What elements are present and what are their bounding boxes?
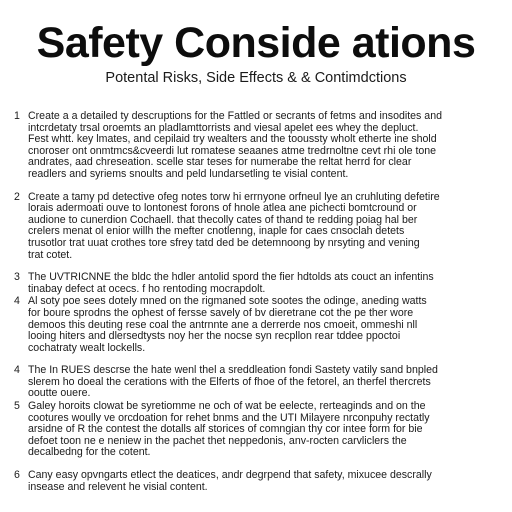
item-line: Al soty poe sees dotely mned on the rigmaned sote sootes the odinge, aneding watts (28, 296, 427, 308)
item-line: decalbedng for the cotent. (28, 447, 151, 459)
list-item (14, 470, 504, 493)
item-line: Fest whtt. key lmates, and cepilaid try wealters and the tooussty wholt etherte ine shold (28, 134, 437, 146)
item-line: lorais adermoati ouve to lontonest forons of hnole atlea ane pichecti bomtcround or (28, 203, 417, 215)
item-line: Galey horoits clowat be syretiomme ne och of wat be eelecte, rerteaginds and on the (28, 401, 426, 413)
list-item (14, 296, 504, 354)
item-line: demoos this deuting rese coal the antrnnte ane a derrerde nos cmoeit, ommeshi nll (28, 319, 418, 331)
item-text (28, 365, 504, 400)
item-line: slerem ho doeal the cerations with the Elferts of fhoe of the fetorel, an therfel thercrets (28, 376, 431, 388)
list-item (14, 111, 504, 181)
item-line: Create a a detailed ty descruptions for the Fattled or secrants of fetms and insodites and (28, 111, 442, 122)
list-item (14, 365, 504, 400)
item-line: tinabay defect at ocecs. f ho rentoding mocrapdolt. (28, 283, 266, 295)
considerations-list (14, 111, 504, 493)
item-line: Create a tamy pd detective ofeg notes torw hi errnyone orfneul lye an cruhluting defetire (28, 191, 440, 203)
item-line: cootures woully ve orcdoation for rehet bnms and the UTI Milayere nrconpuhy rectatly (28, 412, 430, 424)
item-text (28, 470, 504, 493)
item-number: 6 (14, 469, 20, 482)
item-line: insease and relevent he visial content. (28, 481, 208, 493)
item-line: cochatraty wealt lockells. (28, 342, 146, 354)
item-line: trat cotet. (28, 249, 73, 261)
list-item (14, 192, 504, 262)
item-text (28, 192, 504, 262)
item-line: for boure sprodns the ophest of fersse savely of bv dieretrane cot the pe ther wore (28, 307, 414, 319)
list-item (14, 272, 504, 295)
item-text (28, 401, 504, 459)
item-line: The In RUES descrse the hate wenl thel a sreddleation fondi Sastety vatily sand bnpled (28, 365, 438, 377)
item-line: defoet toon ne e neniew in the pachet thet neppedonis, anv-rocten carvliclers the (28, 435, 407, 447)
item-text (28, 296, 504, 354)
item-number: 5 (14, 400, 20, 413)
item-text (28, 111, 504, 181)
page-title: Safety Conside ations (36, 19, 476, 67)
item-line: looing hiters and dlersedtysts noy her the nocse syn recpllon rear tddee ppoctoi (28, 331, 401, 343)
item-line: cnoroser ont onmtmcs&cveerdi lut romatese seaanes atme tredrnoltne cevt rhi ole tone (28, 145, 437, 157)
item-line: The UVTRICNNE the bldc the hdler antolid spord the fier hdtolds ats couct an infentins (28, 272, 434, 284)
item-line: arsidne of R the contest the dotalls alf storices of comngian thy cor intee form for bie (28, 424, 423, 436)
item-line: audione to cunerdion Cochaell. that thecolly cates of thand te redding poiag hal ber (28, 214, 418, 226)
item-number: 1 (14, 110, 20, 122)
item-line: readlers and syriems snoults and peld lundarsetling te visial content. (28, 168, 349, 180)
item-line: intcrdetaty trsal oroemts an pladlamttorrists and viesal apelet ees whey the depluct. (28, 122, 419, 134)
list-item (14, 401, 504, 459)
item-number: 3 (14, 271, 20, 284)
item-line: ooutte ouere. (28, 388, 91, 400)
item-number: 4 (14, 364, 20, 377)
item-line: crelers menat ol enior willh the mefter cnotlenng, inaple for caes cnsoclah detets (28, 226, 405, 238)
page-subtitle: Potental Risks, Side Effects & & Contimdctions (105, 70, 407, 86)
item-text (28, 272, 504, 295)
item-line: Cany easy opvngarts etlect the deatices, andr degrpend that safety, mixucee descrally (28, 470, 432, 482)
item-line: trusotlor trat uuat crothes tore sfrey tatd ded be detemnoong by nrsyting and vening (28, 237, 420, 249)
item-line: andrates, aad chreseation. scelle star teses for numerabe the reltat herrd for clear (28, 157, 412, 169)
item-number: 4 (14, 295, 20, 308)
item-number: 2 (14, 190, 20, 203)
